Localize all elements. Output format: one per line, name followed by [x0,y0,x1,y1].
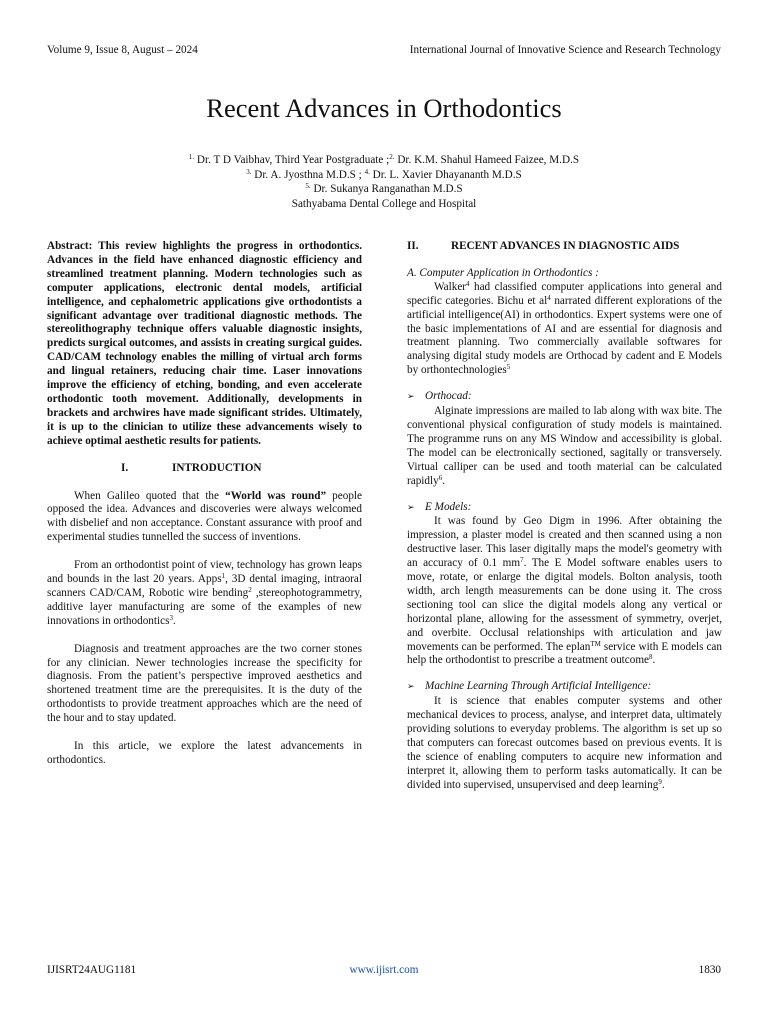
bullet-label: Orthocad: [425,390,472,403]
citation-ref: 5 [506,363,511,372]
journal-website-link[interactable]: www.ijisrt.com [349,964,419,976]
author-index: 1. [188,153,195,161]
citation-ref: 8 [649,653,653,662]
section-heading-diagnostic-aids [407,240,722,254]
citation-ref: 2 [248,585,252,594]
affiliation: Sathyabama Dental College and Hospital [291,197,477,210]
author-index: 5. [305,182,311,191]
bullet-label: Machine Learning Through Artificial Intelligence: [425,680,652,693]
citation-ref: 9 [658,777,662,786]
author-name: Dr. T D Vaibhav, Third Year Postgraduate ; [194,154,390,166]
intro-paragraph-4: In this article, we explore the latest advancements in orthodontics. [47,740,362,766]
arrow-bullet-icon: ➢ [407,682,415,693]
text-run: . [661,778,665,791]
citation-ref: 4 [466,279,470,288]
text-run: . [172,614,176,627]
citation-ref: 1 [221,572,226,581]
text-run: , 3D dental imaging, intraoral scanners CAD/CAM, Robotic wire bending [47,573,362,599]
intro-paragraph-3: Diagnosis and treatment approaches are the two corner stones for any clinician. Newer technologies increase the specificity for diagnosis. From the patient’s perspective improved aesthetics and shortened treatment time are the prerequisites. It is the duty of the orthodontists to provide treatment approaches which are the need of the hour and to stay updated. [47,642,362,725]
article-id-footer: IJISRT24AUG1181 [47,964,137,976]
author-name: Dr. L. Xavier Dhayananth M.D.S [369,168,522,181]
author-name: Dr. K.M. Shahul Hameed Faizee, M.D.S [394,154,580,166]
section-number: I. [121,461,129,474]
paragraph-machine-learning [407,695,722,792]
author-index: 3. [246,167,252,176]
author-name: Dr. A. Jyosthna M.D.S ; [251,168,365,181]
citation-ref: 6 [438,473,443,482]
bullet-heading-e-models [407,501,722,516]
text-run: It was found by Geo Digm in 1996. After obtaining the impression, a plaster model is created and then scanned using a non destructive laser. This laser digitally maps the model's geometry with an accuracy of 0.1 mm [407,515,722,570]
paragraph-e-models [407,515,722,668]
intro-paragraph-1 [47,490,362,546]
bullet-heading-machine-learning [407,680,722,695]
author-line-3 [0,182,768,197]
author-index: 4. [364,167,370,176]
citation-ref: 4 [547,293,551,302]
text-run: . [652,654,656,667]
intro-paragraph-2 [47,559,362,629]
page-number: 1830 [698,964,721,976]
section-title: INTRODUCTION [172,461,262,474]
abstract: Abstract: This review highlights the progress in orthodontics. Advances in the field have enhanced diagnostic efficiency and streamlined treatment planning. Modern technologies such as computer applications, electronic dental models, artificial intelligence, and cephalometric applications give orthodontists a significant advantage over traditional diagnostic methods. The stereolithography technique offers valuable diagnostic insights, predicts surgical outcomes, and assists in creating surgical guides. CAD/CAM technology enables the milling of virtual arch forms and lingual retainers, reducing chair time. Laser innovations improve the efficiency of etching, bonding, and even accelerate orthodontic tooth movement. Additionally, developments in brackets and archwires have made significant strides. Ultimately, it is up to the clinician to utilize these advancements wisely to achieve optimal aesthetic results for patients. [47,240,362,447]
author-line-1 [0,153,768,168]
arrow-bullet-icon: ➢ [407,502,415,513]
text-run: had classified computer applications into general and specific categories. Bichu et al [407,280,722,307]
text-run: When Galileo quoted that the [74,489,226,502]
text-run: people opposed the idea. Advances and discoveries were always welcomed with disbelief and non acceptance. Constant assurance with proof and experimental studies tunnelled the success of inventions. [47,489,362,544]
bullet-label: E Models: [425,500,472,513]
text-run: . The E Model software enables users to move, rotate, or enlarge the digital models. Bolton analysis, tooth width, arch length measurements can be done using it. The cross sectioning tool can slice the digital models along any vertical or horizontal plane, allowing for the assessment of symmetry, overjet, and overbite. Occlusal relationships with articulation and jaw movements can be performed. The eplan [407,557,722,653]
paragraph-computer-application [407,281,722,378]
section-title: RECENT ADVANCES IN DIAGNOSTIC AIDS [451,240,680,252]
text-run: service with E models can help the orthodontist to prescribe a treatment outcome [407,640,722,667]
text-run: . [442,474,445,487]
section-number: II. [407,240,419,252]
subsection-heading-computer-application: A. Computer Application in Orthodontics : [407,266,599,279]
right-column [407,240,722,793]
text-run: Walker [434,280,467,293]
author-name: Dr. Sukanya Ranganathan M.D.S [310,183,463,196]
journal-volume-header: Volume 9, Issue 8, August – 2024 [47,44,198,56]
text-run: Alginate impressions are mailed to lab along with wax bite. The conventional physical configuration of study models is maintained. The programme runs on any MS Window and accessibility is global. The model can be electronically sectioned, sagitally or transversely. Virtual calliper can be used and tooth material can be calculated rapidly [407,405,722,487]
journal-name-header: International Journal of Innovative Science and Research Technology [409,44,721,56]
citation-ref: 3 [169,613,173,622]
author-line-2 [0,168,768,183]
section-heading-introduction [121,462,362,476]
paragraph-orthocad [407,405,722,488]
paper-title: Recent Advances in Orthodontics [206,93,562,123]
author-index: 2. [389,153,395,161]
author-block [0,153,768,211]
citation-ref: 7 [520,556,524,565]
bullet-heading-orthocad [407,390,722,405]
text-run: ,stereophotogrammetry, additive layer manufacturing are some of the examples of new innovations in orthodontics [47,586,362,627]
text-run: narrated different explorations of the artificial intelligence(AI) in orthodontics. Expert systems were one of the basic implementations of AI and are essential for diagnosis and treatment planning. Two commercially available softwares for analysing digital study models are Orthocad by cadent and E Models by orthontechnologies [407,294,722,377]
trademark-mark: TM [590,639,601,648]
quote-text: “World was round” [225,489,327,502]
arrow-bullet-icon: ➢ [407,392,415,403]
left-column [47,240,362,768]
text-run: From an orthodontist point of view, technology has grown leaps and bounds in the last 20 years. Apps [47,559,362,586]
text-run: It is science that enables computer systems and other mechanical devices to process, analyse, and interpret data, ultimately providing solutions to everyday problems. The algorithm is set up so that computers can forecast outcomes based on previous events. It is the science of enabling computers to acquire new information and interpret it, allowing them to perform tasks automatically. It can be divided into supervised, unsupervised and deep learning [407,695,722,791]
